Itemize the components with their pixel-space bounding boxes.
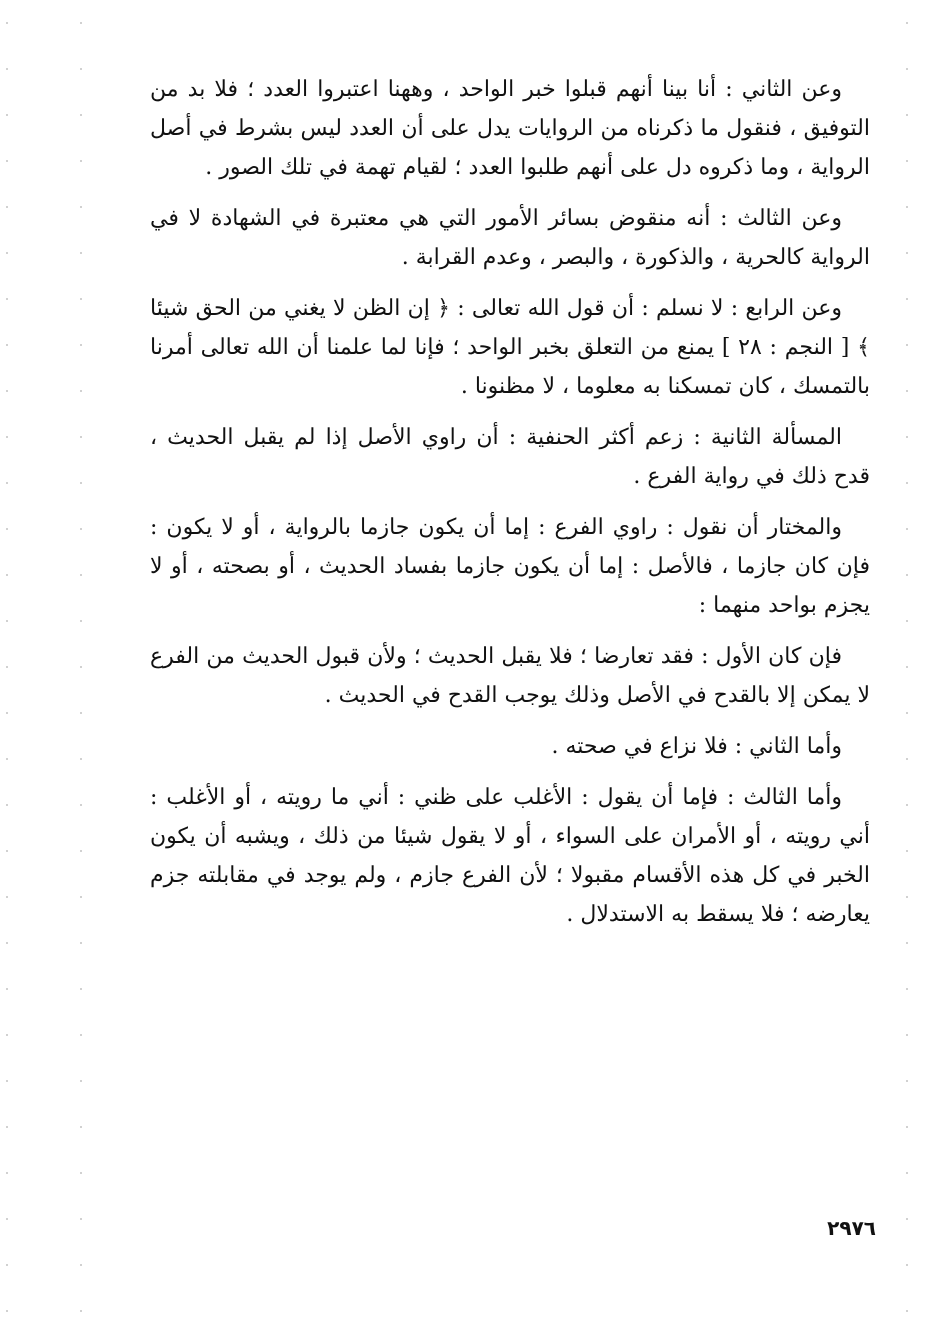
paragraph-first-case: فإن كان الأول : فقد تعارضا ؛ فلا يقبل الحديث ؛ ولأن قبول الحديث من الفرع لا يمكن إلا بالقدح في الأصل وذلك يوجب القدح في الحديث . [150,644,870,708]
paragraph-reply-third: وعن الثالث : أنه منقوض بسائر الأمور التي هي معتبرة في الشهادة لا في الرواية كالحرية ، والذكورة ، والبصر ، وعدم القرابة . [150,206,870,270]
scan-dot-column-left [6,0,8,1329]
body-text [150,70,870,946]
paragraph-reply-second: وعن الثاني : أنا بينا أنهم قبلوا خبر الواحد ، وههنا اعتبروا العدد ؛ فلا بد من التوفيق ، فنقول ما ذكرناه من الروايات يدل على أن العدد ليس بشرط في أصل الرواية ، وما ذكروه دل على أنهم طلبوا العدد ؛ لقيام تهمة في تلك الصور . [150,77,870,180]
paragraph-reply-fourth: وعن الرابع : لا نسلم : أن قول الله تعالى : ﴿ إن الظن لا يغني من الحق شيئا ﴾ [ النجم : ٢٨ ] يمنع من التعلق بخبر الواحد ؛ فإنا لما علمنا أن الله تعالى أمرنا بالتمسك ، كان تمسكنا به معلوما ، لا مظنونا . [150,296,870,399]
paragraph-chosen-view: والمختار أن نقول : راوي الفرع : إما أن يكون جازما بالرواية ، أو لا يكون : فإن كان جازما ، فالأصل : إما أن يكون جازما بفساد الحديث ، أو بصحته ، أو لا يجزم بواحد منهما : [150,515,870,618]
page-number: ٢٩٧٦ [827,1216,876,1240]
paragraph-second-issue: المسألة الثانية : زعم أكثر الحنفية : أن راوي الأصل إذا لم يقبل الحديث ، قدح ذلك في رواية الفرع . [150,425,870,489]
paragraph-third-case: وأما الثالث : فإما أن يقول : الأغلب على ظني : أني ما رويته ، أو الأغلب : أني رويته ، أو الأمران على السواء ، أو لا يقول شيئا من ذلك ، ويشبه أن يكون الخبر في كل هذه الأقسام مقبولا ؛ لأن الفرع جازم ، ولم يوجد في مقابلته جزم يعارضه ؛ فلا يسقط به الاستدلال . [150,785,870,927]
scan-dot-column-right [906,0,908,1329]
paragraph-second-case: وأما الثاني : فلا نزاع في صحته . [551,734,842,759]
scan-dot-column-inner-left [80,0,82,1329]
